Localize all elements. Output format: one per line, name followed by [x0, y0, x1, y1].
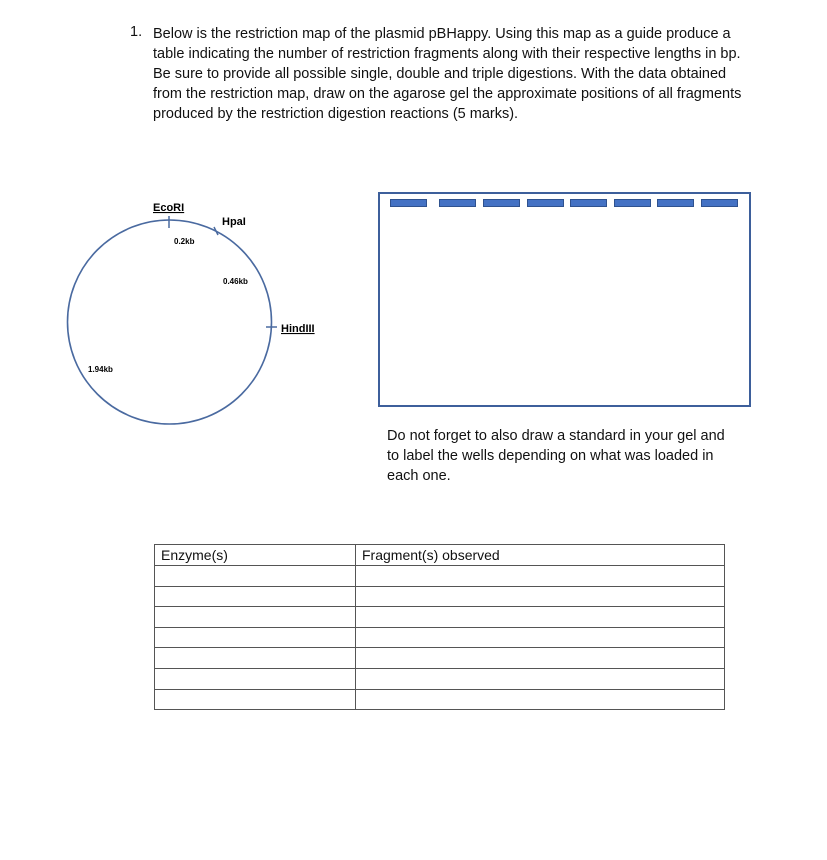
fragment-label-1.94kb: 1.94kb: [88, 365, 113, 374]
enzyme-cell[interactable]: [155, 627, 356, 648]
table-header-row: [155, 545, 725, 566]
gel-well-2: [439, 199, 476, 207]
header-fragments: Fragment(s) observed: [356, 545, 725, 566]
gel-well-7: [657, 199, 694, 207]
table-row: [155, 627, 725, 648]
site-label-ecori: EcoRI: [153, 202, 185, 214]
table-row: [155, 607, 725, 628]
fragment-cell[interactable]: [356, 586, 725, 607]
enzyme-cell[interactable]: [155, 668, 356, 689]
plasmid-circle: [68, 220, 272, 424]
table-row: [155, 648, 725, 669]
enzyme-cell[interactable]: [155, 648, 356, 669]
digestion-table: [154, 544, 725, 710]
gel-instruction-note: Do not forget to also draw a standard in your gel and to label the wells depending on what was loaded in each one.: [387, 428, 725, 484]
fragment-cell[interactable]: [356, 566, 725, 587]
agarose-gel[interactable]: [378, 192, 751, 407]
table-row: [155, 668, 725, 689]
enzyme-cell[interactable]: [155, 689, 356, 710]
question-text: Below is the restriction map of the plasmid pBHappy. Using this map as a guide produce a table indicating the number of restriction fragments along with their respective lengths in bp. Be sure to provide all possible single, double and triple digestions. With the data obtained from the restriction map, draw on the agarose gel the approximate positions of all fragments produced by the restriction digestion reactions (5 marks).: [153, 26, 742, 122]
enzyme-cell[interactable]: [155, 586, 356, 607]
gel-well-1: [390, 199, 427, 207]
site-label-hindiii: HindIII: [281, 323, 315, 335]
fragment-label-0.46kb: 0.46kb: [223, 277, 248, 286]
fragment-cell[interactable]: [356, 627, 725, 648]
fragment-cell[interactable]: [356, 689, 725, 710]
header-enzymes: Enzyme(s): [155, 545, 356, 566]
table-row: [155, 586, 725, 607]
table-row: [155, 566, 725, 587]
gel-well-6: [614, 199, 651, 207]
table-row: [155, 689, 725, 710]
gel-well-5: [570, 199, 607, 207]
enzyme-cell[interactable]: [155, 566, 356, 587]
fragment-cell[interactable]: [356, 607, 725, 628]
gel-well-8: [701, 199, 738, 207]
question-number: 1.: [130, 24, 143, 40]
enzyme-cell[interactable]: [155, 607, 356, 628]
fragment-cell[interactable]: [356, 668, 725, 689]
site-label-hpai: HpaI: [222, 216, 246, 228]
gel-well-3: [483, 199, 520, 207]
gel-well-4: [527, 199, 564, 207]
fragment-label-0.2kb: 0.2kb: [174, 237, 195, 246]
fragment-cell[interactable]: [356, 648, 725, 669]
